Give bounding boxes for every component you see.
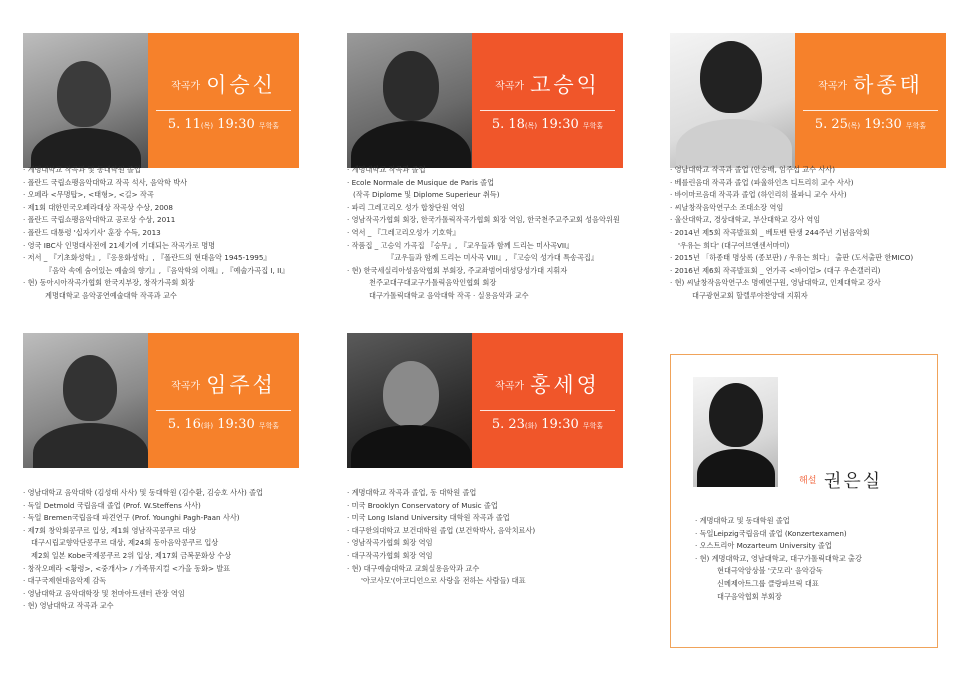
bio-line: · 베를린음대 작곡과 졸업 (파울하인츠 디트리히 교수 사사) xyxy=(670,177,854,187)
composer-name: 임주섭 xyxy=(206,373,276,397)
composer-bio xyxy=(347,487,637,588)
divider xyxy=(156,410,291,411)
bio-line: · 대구작곡가협회 회장 역임 xyxy=(347,550,433,560)
bio-line: · 오페라 <무명탑>, <태형>, <길> 작곡 xyxy=(23,190,154,200)
role-label: 작곡가 xyxy=(171,380,201,392)
bio-line: 대구시립교향악단콩쿠르 대상, 제24회 동아음악콩쿠르 입상 xyxy=(31,538,219,548)
bio-line: 현대극악앙상블 '굿모리' 음악감독 xyxy=(717,566,823,576)
bio-line: · 독일 Bremen국립음대 파견연구 (Prof. Younghi Pagh-Paan 사사) xyxy=(23,513,240,523)
composer-banner xyxy=(472,333,623,468)
bio-line: '우유는 희다' (대구여브앤센서마미) xyxy=(678,240,790,250)
bio-line: · 제7회 창악회콩쿠르 입상, 제1회 영남작곡콩쿠르 대상 xyxy=(23,525,197,535)
narrator-name: 권은실 xyxy=(824,471,883,492)
composer-name: 고승익 xyxy=(530,73,600,97)
composer-header xyxy=(23,333,299,468)
narrator-card xyxy=(670,354,938,648)
composer-banner xyxy=(795,33,946,168)
composer-name: 이승신 xyxy=(206,73,276,97)
composer-banner xyxy=(148,333,299,468)
bio-line: '아코사모'(아코디언으로 사랑을 전하는 사람들) 대표 xyxy=(361,576,526,586)
bio-line: · 영남작곡가협회 회장 역임 xyxy=(347,538,433,548)
bio-line: · 현) 계명대학교, 영남대학교, 대구가톨릭대학교 출강 xyxy=(695,553,862,563)
bio-line: · 제1회 대한민국오페라대상 작곡상 수상, 2008 xyxy=(23,202,173,212)
concert-date: 5. 16(화) 19:30 무학홀 xyxy=(167,417,280,432)
bio-line: · 2014년 제5회 작곡발표회 _ 베토벤 탄생 244주년 기념음악회 xyxy=(670,227,870,237)
bio-line: · 오스트리아 Mozarteum University 졸업 xyxy=(695,541,832,551)
bio-line: · 현) 대구예술대학교 교회실용음악과 교수 xyxy=(347,563,480,573)
bio-line: · 폴란드 국립쇼팽음악대학교 공로상 수상, 2011 xyxy=(23,215,176,225)
bio-line: · 역서 _ 『그레고리오성가 기호학』 xyxy=(347,227,460,237)
composer-bio xyxy=(347,164,637,303)
concert-date: 5. 23(화) 19:30 무학홀 xyxy=(491,417,604,432)
composer-photo xyxy=(347,33,472,168)
composer-bio xyxy=(23,164,313,303)
bio-line: · 대구국제현대음악제 감독 xyxy=(23,576,107,586)
bio-line: · 계명대학교 작곡과 및 동대학원 졸업 xyxy=(23,165,141,174)
bio-line: · 계명대학교 작곡과 졸업 xyxy=(347,165,426,174)
composer-banner xyxy=(472,33,623,168)
bio-line: · 창작오페라 <황령>, <중개사> / 가족뮤지컬 <가을 동화> 발표 xyxy=(23,563,231,573)
composer-photo xyxy=(23,333,148,468)
bio-line: · 영남대학교 음악대학장 및 천마아트센터 관장 역임 xyxy=(23,588,185,598)
bio-line: 제2회 일본 Kobe국제콩쿠르 2위 입상, 제17회 금복문화상 수상 xyxy=(31,550,232,560)
bio-line: · 계명대학교 및 동대학원 졸업 xyxy=(695,516,790,525)
bio-line: · 영남대학교 작곡과 졸업 (안승배, 임주섭 교수 사사) xyxy=(670,165,836,174)
bio-line: (작곡 Diplome 및 Diplome Superieur 취득) xyxy=(353,190,500,200)
composer-photo xyxy=(670,33,795,168)
composer-header xyxy=(347,33,623,168)
bio-line: · 파리 그레고리오 성가 합창단원 역임 xyxy=(347,202,465,212)
bio-line: · 2015년 「하종태 명상록 (종보판) / 우유는 희다」 출판 (도서출판 한MICO) xyxy=(670,253,914,263)
concert-date: 5. 25(목) 19:30 무학홀 xyxy=(814,117,927,132)
role-label: 작곡가 xyxy=(818,80,848,92)
role-label: 작곡가 xyxy=(495,380,525,392)
composer-photo xyxy=(23,33,148,168)
bio-line: · 현) 영남대학교 작곡과 교수 xyxy=(23,601,114,611)
composer-bio xyxy=(670,164,960,303)
bio-line: · 작품집 _ 고승익 가곡집 『승무』, 『교우들과 함께 드리는 미사곡VII』 xyxy=(347,240,574,250)
divider xyxy=(480,110,615,111)
bio-line: · 폴란드 국립쇼팽음악대학교 작곡 석사, 음악학 박사 xyxy=(23,177,188,187)
bio-line: · 계명대학교 작곡과 졸업, 동 대학원 졸업 xyxy=(347,488,477,497)
divider xyxy=(156,110,291,111)
bio-line: · 영남작곡가협회 회장, 한국가톨릭작곡가협회 회장 역임, 한국천주교주교회 성음악위원 xyxy=(347,215,620,225)
bio-line: · 2016년 제6회 작곡발표회 _ 연가곡 <바이얼> (대구 우손갤러리) xyxy=(670,265,881,275)
composer-bio xyxy=(23,487,313,613)
bio-line: 계명대학교 음악공연예술대학 작곡과 교수 xyxy=(45,290,177,300)
bio-line: · 현) 한국세실리아성음악협회 부회장, 주교좌범어대성당성가대 지휘자 xyxy=(347,265,568,275)
bio-line: · Ecole Normale de Musique de Paris 졸업 xyxy=(347,177,495,187)
composer-name: 하종태 xyxy=(853,73,923,97)
bio-line: · 울산대학교, 경상대학교, 부산대학교 강사 역임 xyxy=(670,215,821,225)
bio-line: · 바이마르음대 작곡과 졸업 (하인리히 볼파니 교수 사사) xyxy=(670,190,847,200)
bio-line: · 영국 IBC사 인명대사전에 21세기에 기대되는 작곡가로 명명 xyxy=(23,240,216,250)
composer-header xyxy=(670,33,946,168)
composer-header xyxy=(23,33,299,168)
divider xyxy=(803,110,938,111)
composer-banner xyxy=(148,33,299,168)
bio-line: · 현) 씨날창작음악연구소 명예연구원, 영남대학교, 인제대학교 강사 xyxy=(670,278,881,288)
bio-line: 천주교대구대교구가톨릭음악인협회 회장 xyxy=(369,278,497,288)
bio-line: · 영남대학교 음악대학 (김성태 사사) 및 동대학원 (김수환, 김승호 사사) 졸업 xyxy=(23,488,263,497)
bio-line: · 미국 Long Island University 대학원 작곡과 졸업 xyxy=(347,513,510,523)
concert-date: 5. 11(목) 19:30 무학홀 xyxy=(167,117,280,132)
bio-line: 대구음악협회 부회장 xyxy=(717,591,782,601)
bio-line: · 현) 동아시아작곡가협회 한국지부장, 창작가곡회 회장 xyxy=(23,278,195,288)
narrator-role: 해설 xyxy=(799,476,817,486)
composer-header xyxy=(347,333,623,468)
composer-photo xyxy=(347,333,472,468)
bio-line: 신메제아트그룹 클랑파브릭 대표 xyxy=(717,578,819,588)
bio-line: · 폴란드 대통령 '십자기사' 훈장 수득, 2013 xyxy=(23,227,161,237)
bio-line: 『교우들과 함께 드리는 미사곡 VIII』, 『고승익 성가대 특송곡집』 xyxy=(387,253,599,263)
bio-line: · 씨날창작음악연구소 조대소장 역임 xyxy=(670,202,784,212)
bio-line: · 대구한의대학교 보건대학원 졸업 (보건학박사, 음악치료사) xyxy=(347,525,536,535)
bio-line: 대구광현교회 할렐루야찬양대 지휘자 xyxy=(692,290,808,300)
bio-line: · 미국 Brooklyn Conservatory of Music 졸업 xyxy=(347,500,498,510)
bio-line: · 독일 Detmold 국립음대 졸업 (Prof. W.Steffens 사사) xyxy=(23,500,201,510)
role-label: 작곡가 xyxy=(171,80,201,92)
bio-line: 대구가톨릭대학교 음악대학 작곡 · 실용음악과 교수 xyxy=(369,290,529,300)
divider xyxy=(480,410,615,411)
composer-name: 홍세영 xyxy=(530,373,600,397)
concert-date: 5. 18(목) 19:30 무학홀 xyxy=(491,117,604,132)
bio-line: · 저서 _ 『기초화성학』, 『응용화성학』, 『폴란드의 현대음악 1945-1995』 xyxy=(23,253,271,263)
role-label: 작곡가 xyxy=(495,80,525,92)
bio-line: 『음악 속에 숨어있는 예술의 향기』, 『음악학의 이해』, 『예술가곡집 I, II』 xyxy=(45,265,289,275)
bio-line: · 독일Leipzig국립음대 졸업 (Konzertexamen) xyxy=(695,528,847,538)
narrator-bio xyxy=(695,515,935,603)
narrator-photo xyxy=(693,377,778,487)
